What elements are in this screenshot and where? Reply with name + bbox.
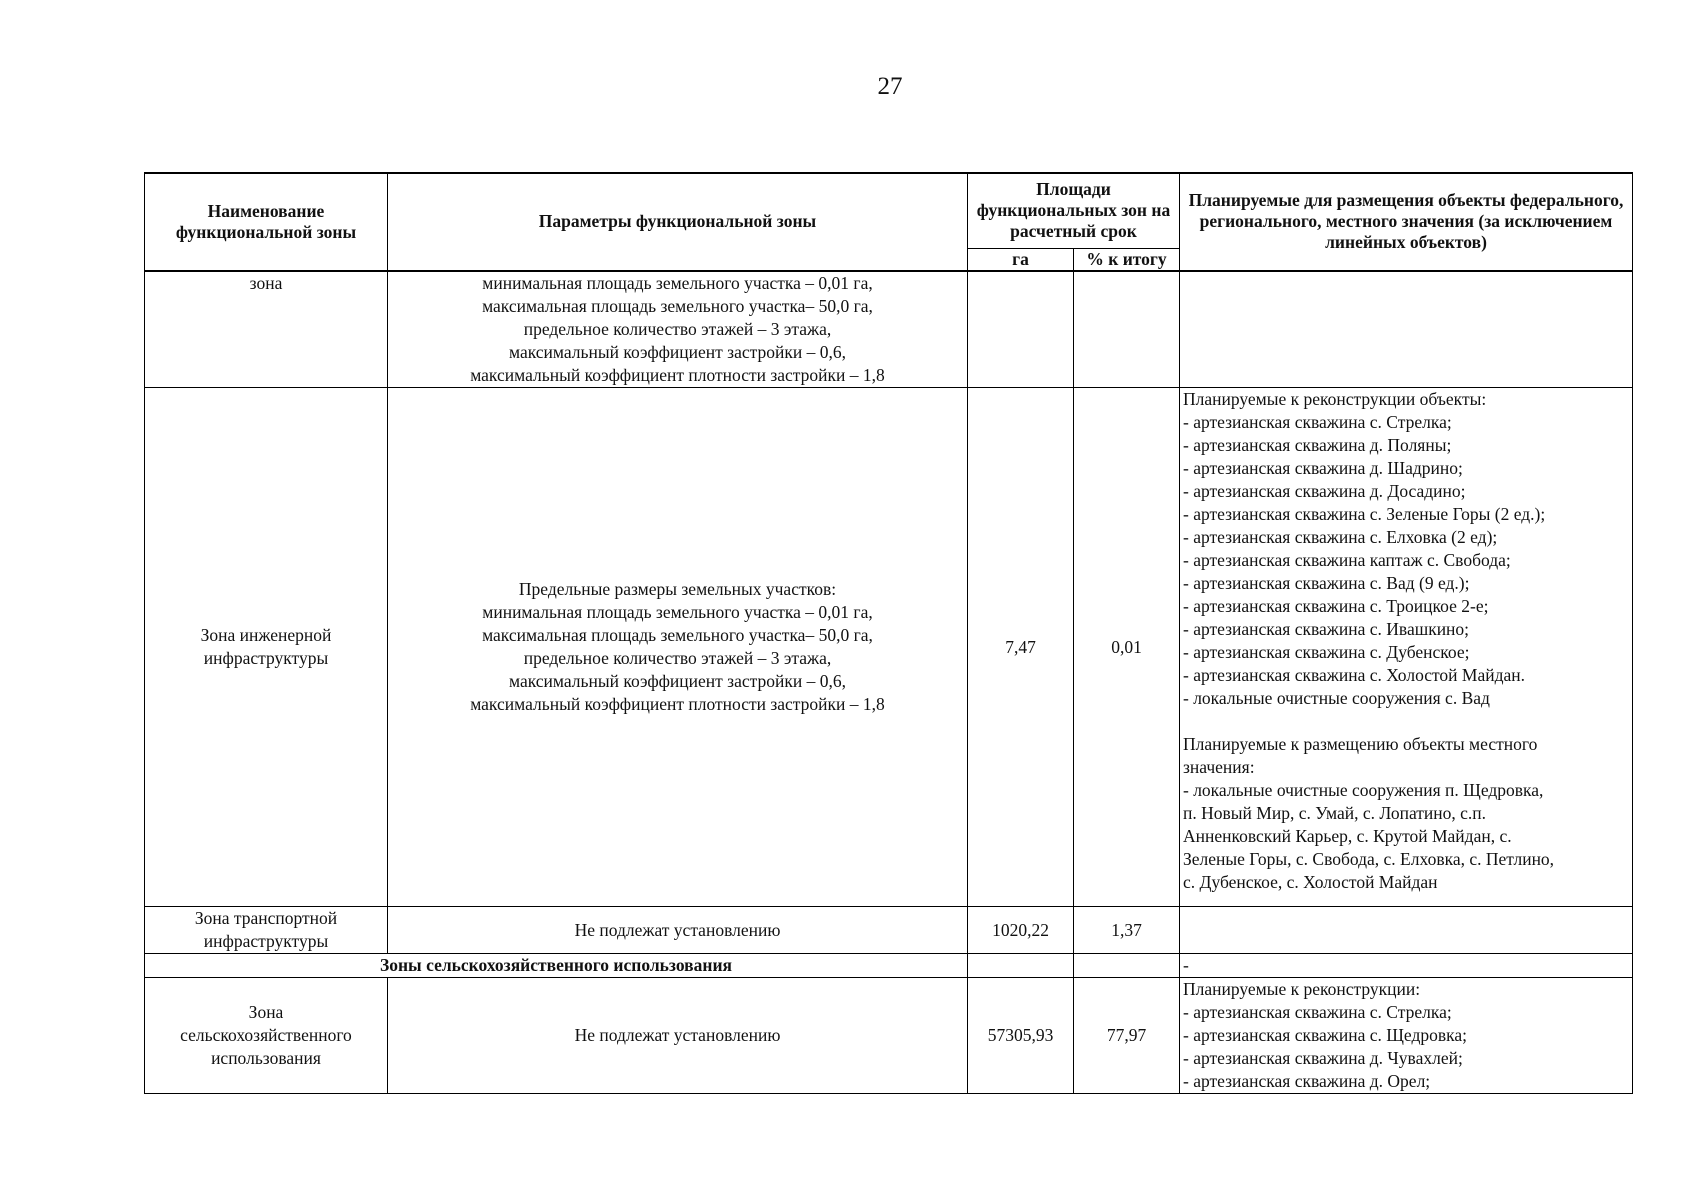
planned-objects-cell-line: значения: (1183, 757, 1255, 777)
header-percent: % к итогу (1074, 248, 1180, 271)
planned-objects-cell-line: с. Дубенское, с. Холостой Майдан (1183, 872, 1438, 892)
page-number: 27 (877, 73, 903, 100)
planned-objects-cell-line: Планируемые к реконструкции: (1183, 979, 1421, 999)
area-ha-cell: 7,47 (968, 388, 1074, 907)
zone-name-cell-line: Зона (248, 1002, 284, 1022)
planned-objects-cell-line: Зеленые Горы, с. Свобода, с. Елховка, с. Петлино, (1183, 849, 1555, 869)
planned-objects-cell-line: - артезианская скважина с. Стрелка; (1183, 412, 1452, 432)
planned-objects-cell-line: - артезианская скважина д. Поляны; (1183, 435, 1452, 455)
zone-name-cell-line: зона (249, 272, 283, 293)
planned-objects-cell-line: - артезианская скважина с. Стрелка; (1183, 1002, 1452, 1022)
zone-parameters-cell-line: Предельные размеры земельных участков: (518, 579, 837, 599)
planned-objects-cell-line: - артезианская скважина с. Дубенское; (1183, 642, 1470, 662)
area-percent-cell: 1,37 (1074, 907, 1180, 954)
table-row (145, 388, 1633, 907)
zone-parameters-cell-line: максимальная площадь земельного участка– 50,0 га, (482, 625, 873, 645)
zone-parameters-cell-line: предельное количество этажей – 3 этажа, (523, 318, 832, 339)
planned-objects-cell-line: п. Новый Мир, с. Умай, с. Лопатино, с.п. (1183, 803, 1487, 823)
zone-name-cell-line: инфраструктуры (203, 648, 329, 668)
table-row (145, 978, 1633, 1094)
area-ha-cell (968, 271, 1074, 388)
planned-objects-cell-line: - артезианская скважина с. Троицкое 2-е; (1183, 596, 1489, 616)
table-body (145, 271, 1633, 1094)
area-percent-cell: 0,01 (1074, 388, 1180, 907)
planned-objects-cell-line (1183, 710, 1629, 733)
zone-parameters-cell-line: максимальный коэффициент застройки – 0,6, (509, 671, 846, 691)
planned-objects-cell-line: - артезианская скважина с. Ивашкино; (1183, 619, 1470, 639)
section-percent-empty (1074, 954, 1180, 978)
table-row (145, 907, 1633, 954)
table-header (145, 173, 1633, 271)
planned-objects-cell-line: - артезианская скважина д. Шадрино; (1183, 458, 1463, 478)
header-ha: га (968, 248, 1074, 271)
planned-objects-cell-line: - локальные очистные сооружения с. Вад (1183, 688, 1490, 708)
planned-objects-cell-line: - артезианская скважина с. Вад (9 ед.); (1183, 573, 1470, 593)
zone-name-cell (145, 907, 388, 954)
zone-parameters-cell-line: максимальная площадь земельного участка– 50,0 га, (482, 295, 873, 316)
header-planned-objects: Планируемые для размещения объекты федерального, регионального, местного значения (за исключением линейных объектов) (1180, 173, 1633, 271)
zone-parameters-cell (388, 907, 968, 954)
zone-name-cell-line: Зона инженерной (200, 625, 332, 645)
planned-objects-cell (1180, 907, 1633, 954)
section-title: Зоны сельскохозяйственного использования (145, 954, 968, 978)
zone-parameters-cell-line: максимальный коэффициент плотности застройки – 1,8 (470, 364, 885, 385)
header-parameters: Параметры функциональной зоны (388, 173, 968, 271)
planned-objects-cell-line: - артезианская скважина д. Чувахлей; (1183, 1048, 1463, 1068)
area-ha-cell: 57305,93 (968, 978, 1074, 1094)
zone-name-cell-line: Зона транспортной (194, 908, 338, 928)
zone-parameters-cell-line: минимальная площадь земельного участка – 0,01 га, (482, 602, 873, 622)
zone-name-cell-line: инфраструктуры (203, 931, 329, 951)
planned-objects-cell-line: - артезианская скважина с. Холостой Майдан. (1183, 665, 1526, 685)
area-ha-cell: 1020,22 (968, 907, 1074, 954)
section-ha-empty (968, 954, 1074, 978)
zone-parameters-cell (388, 388, 968, 907)
functional-zones-table (144, 172, 1633, 1094)
zone-name-cell (145, 271, 388, 388)
planned-objects-cell-line: - артезианская скважина с. Зеленые Горы (2 ед.); (1183, 504, 1546, 524)
planned-objects-cell-line: - артезианская скважина каптаж с. Свобода; (1183, 550, 1511, 570)
header-area-group: Площади функциональных зон на расчетный срок (968, 173, 1180, 248)
section-planned-dash: - (1180, 954, 1633, 978)
planned-objects-cell-line: - артезианская скважина с. Елховка (2 ед); (1183, 527, 1498, 547)
zone-parameters-cell-line: минимальная площадь земельного участка – 0,01 га, (482, 272, 873, 293)
zone-parameters-cell-line: максимальный коэффициент застройки – 0,6, (509, 341, 846, 362)
area-percent-cell: 77,97 (1074, 978, 1180, 1094)
planned-objects-cell-line: Анненковский Карьер, с. Крутой Майдан, с. (1183, 826, 1512, 846)
zone-parameters-cell-line: Не подлежат установлению (574, 919, 781, 940)
planned-objects-cell (1180, 978, 1633, 1094)
planned-objects-cell-line: Планируемые к реконструкции объекты: (1183, 389, 1487, 409)
planned-objects-cell-line: - артезианская скважина д. Орел; (1183, 1071, 1431, 1091)
zone-parameters-cell-line: максимальный коэффициент плотности застройки – 1,8 (470, 694, 885, 714)
area-percent-cell (1074, 271, 1180, 388)
planned-objects-cell (1180, 271, 1633, 388)
header-zone-name: Наименование функциональной зоны (145, 173, 388, 271)
zone-parameters-cell (388, 271, 968, 388)
zone-name-cell-line: сельскохозяйственного (180, 1025, 352, 1045)
zone-parameters-cell-line: Не подлежат установлению (574, 1025, 781, 1045)
section-row (145, 954, 1633, 978)
planned-objects-cell-line: Планируемые к размещению объекты местного (1183, 734, 1538, 754)
zone-name-cell (145, 978, 388, 1094)
zone-parameters-cell (388, 978, 968, 1094)
planned-objects-cell-line: - артезианская скважина с. Щедровка; (1183, 1025, 1467, 1045)
zone-parameters-cell-line: предельное количество этажей – 3 этажа, (523, 648, 832, 668)
zone-name-cell (145, 388, 388, 907)
planned-objects-cell-line: - артезианская скважина д. Досадино; (1183, 481, 1466, 501)
zone-name-cell-line: использования (211, 1048, 321, 1068)
table-row (145, 271, 1633, 388)
planned-objects-cell-line: - локальные очистные сооружения п. Щедровка, (1183, 780, 1544, 800)
planned-objects-cell (1180, 388, 1633, 907)
